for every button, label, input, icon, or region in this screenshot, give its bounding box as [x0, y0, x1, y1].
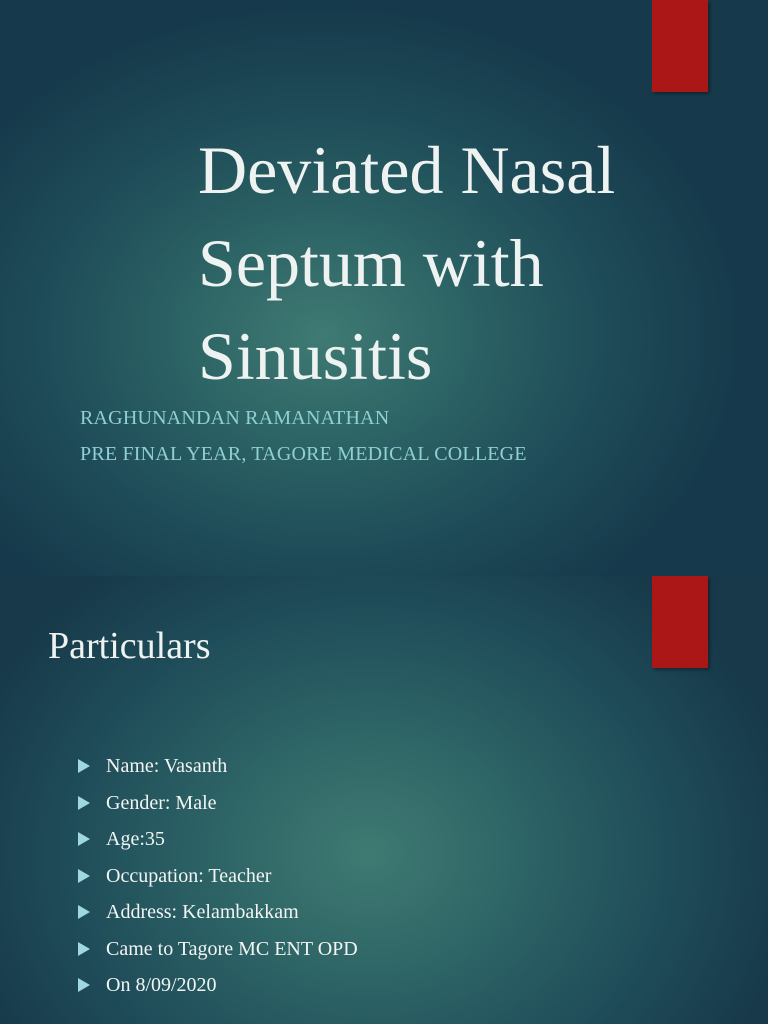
list-item-text: On 8/09/2020 — [106, 974, 217, 996]
list-item-text: Occupation: Teacher — [106, 864, 272, 887]
triangle-bullet-icon — [78, 978, 90, 992]
list-item — [76, 862, 358, 899]
presenter-affiliation: PRE FINAL YEAR, TAGORE MEDICAL COLLEGE — [80, 443, 527, 465]
title-line: Sinusitis — [198, 318, 433, 394]
triangle-bullet-icon — [78, 832, 90, 846]
list-item — [76, 789, 358, 826]
presentation-title — [198, 124, 718, 403]
list-item-text: Came to Tagore MC ENT OPD — [106, 937, 358, 960]
triangle-bullet-icon — [78, 759, 90, 773]
title-line: Deviated Nasal — [198, 132, 616, 208]
red-accent-bar — [652, 0, 708, 92]
list-item-text: Address: Kelambakkam — [106, 901, 299, 923]
triangle-bullet-icon — [78, 869, 90, 883]
slide-particulars — [0, 576, 768, 1024]
presenter-name: RAGHUNANDAN RAMANATHAN — [80, 407, 390, 429]
list-item-text: Age:35 — [106, 828, 165, 850]
triangle-bullet-icon — [78, 942, 90, 956]
list-item-text: Name: Vasanth — [106, 755, 228, 777]
list-item — [76, 971, 358, 1008]
list-item — [76, 935, 358, 972]
list-item — [76, 825, 358, 862]
red-accent-bar — [652, 576, 708, 668]
slide-heading: Particulars — [48, 625, 211, 667]
particulars-list — [76, 752, 358, 1008]
triangle-bullet-icon — [78, 905, 90, 919]
list-item-text: Gender: Male — [106, 791, 217, 814]
triangle-bullet-icon — [78, 796, 90, 810]
title-line: Septum with — [198, 225, 544, 301]
list-item — [76, 752, 358, 789]
list-item — [76, 898, 358, 935]
